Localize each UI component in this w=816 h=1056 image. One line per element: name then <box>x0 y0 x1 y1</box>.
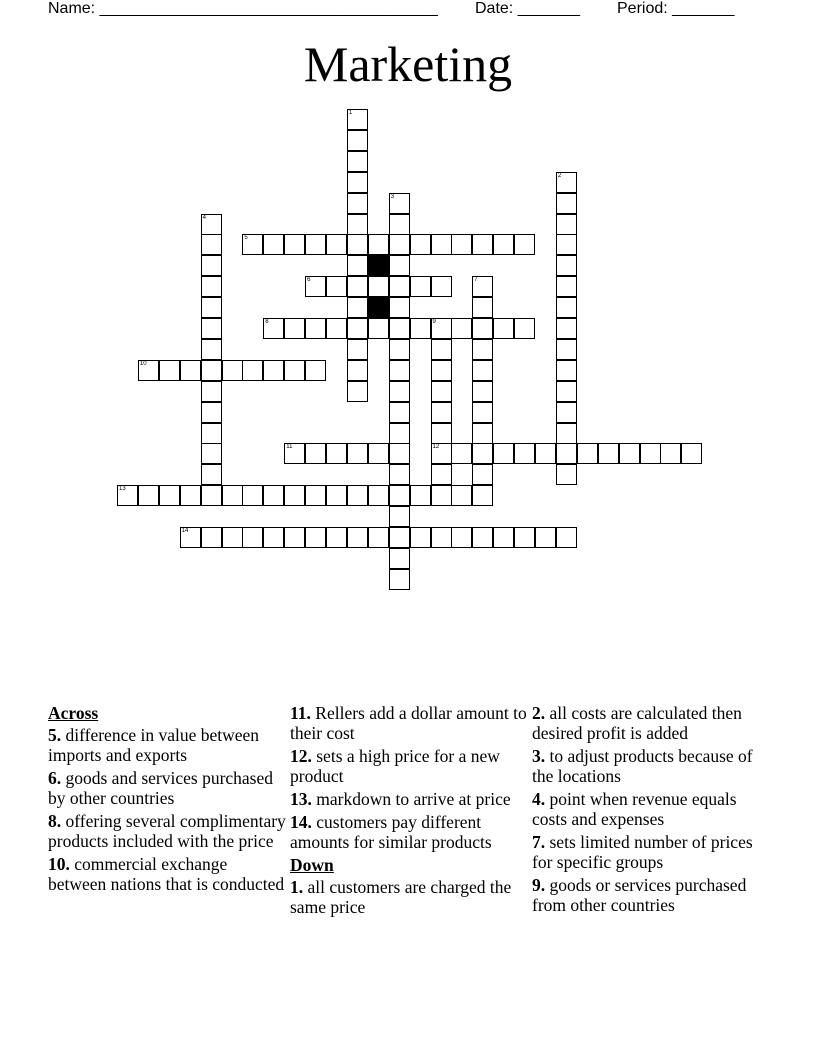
grid-cell[interactable] <box>389 276 410 297</box>
grid-cell[interactable] <box>493 318 514 339</box>
grid-cell[interactable] <box>389 527 410 548</box>
grid-cell[interactable] <box>389 193 410 214</box>
page-title: Marketing <box>303 36 513 92</box>
grid-cell[interactable] <box>389 234 410 255</box>
grid-cell[interactable] <box>493 527 514 548</box>
grid-cell[interactable] <box>347 318 368 339</box>
grid-cell[interactable] <box>242 485 263 506</box>
grid-cell[interactable] <box>410 234 431 255</box>
grid-cell[interactable] <box>347 193 368 214</box>
grid-cell[interactable] <box>472 381 493 402</box>
grid-cell[interactable] <box>305 318 326 339</box>
grid-cell[interactable] <box>431 485 452 506</box>
grid-cell[interactable] <box>410 276 431 297</box>
clue-across-10: 10. commercial exchange between nations that is conducted <box>48 854 285 894</box>
grid-cell[interactable] <box>368 485 389 506</box>
grid-cell[interactable] <box>305 443 326 464</box>
grid-cell[interactable] <box>347 109 368 130</box>
grid-cell[interactable] <box>472 464 493 485</box>
grid-cell[interactable] <box>389 318 410 339</box>
grid-cell[interactable] <box>263 527 284 548</box>
clue-across-8: 8. offering several complimentary products included with the price <box>48 811 286 851</box>
grid-cell[interactable] <box>535 527 556 548</box>
cell-number: 14 <box>181 528 189 534</box>
grid-cell[interactable] <box>389 464 410 485</box>
grid-cell[interactable] <box>201 464 222 485</box>
cell-number: 1 <box>348 110 353 116</box>
grid-cell[interactable] <box>389 339 410 360</box>
grid-cell[interactable] <box>389 297 410 318</box>
grid-cell[interactable] <box>535 443 556 464</box>
grid-cell[interactable] <box>556 423 577 444</box>
grid-cell[interactable] <box>514 318 535 339</box>
grid-cell[interactable] <box>410 318 431 339</box>
grid-cell[interactable] <box>389 506 410 527</box>
clue-across-13: 13. markdown to arrive at price <box>290 789 511 809</box>
clue-across-6: 6. goods and services purchased by other countries <box>48 768 274 808</box>
grid-cell[interactable] <box>201 234 222 255</box>
grid-cell[interactable] <box>347 151 368 172</box>
grid-cell[interactable] <box>305 276 326 297</box>
grid-cell[interactable] <box>347 339 368 360</box>
grid-cell[interactable] <box>431 360 452 381</box>
grid-cell[interactable] <box>222 485 243 506</box>
grid-cell[interactable] <box>556 297 577 318</box>
grid-cell[interactable] <box>326 443 347 464</box>
across-heading: Across <box>48 703 99 723</box>
grid-cell[interactable] <box>514 234 535 255</box>
grid-cell[interactable] <box>347 297 368 318</box>
grid-cell[interactable] <box>389 548 410 569</box>
grid-cell[interactable] <box>201 360 222 381</box>
grid-cell[interactable] <box>201 214 222 235</box>
grid-cell[interactable] <box>305 360 326 381</box>
grid-cell[interactable] <box>389 485 410 506</box>
grid-cell[interactable] <box>431 527 452 548</box>
grid-cell[interactable] <box>201 527 222 548</box>
grid-cell[interactable] <box>431 464 452 485</box>
clue-across-5: 5. difference in value between imports and exports <box>48 725 260 765</box>
cell-number: 11 <box>286 444 293 451</box>
grid-cell[interactable] <box>347 443 368 464</box>
grid-cell[interactable] <box>284 360 305 381</box>
grid-cell[interactable] <box>201 276 222 297</box>
grid-cell[interactable] <box>472 318 493 339</box>
grid-cell[interactable] <box>431 443 452 464</box>
date-field: Date: _______ <box>475 0 580 17</box>
grid-cell[interactable] <box>201 297 222 318</box>
grid-cell[interactable] <box>556 402 577 423</box>
grid-cell[interactable] <box>451 234 472 255</box>
name-field: Name: ______________________________________ <box>48 0 438 17</box>
grid-cell[interactable] <box>472 443 493 464</box>
grid-cell[interactable] <box>201 443 222 464</box>
grid-cell[interactable] <box>556 193 577 214</box>
grid-cell[interactable] <box>347 172 368 193</box>
grid-cell[interactable] <box>472 402 493 423</box>
grid-cell[interactable] <box>138 485 159 506</box>
grid-cell[interactable] <box>159 360 180 381</box>
grid-cell[interactable] <box>159 485 180 506</box>
grid-cell[interactable] <box>201 255 222 276</box>
clue-column-2 <box>290 703 530 920</box>
grid-cell[interactable] <box>368 276 389 297</box>
period-field: Period: _______ <box>617 0 735 17</box>
grid-cell[interactable] <box>326 318 347 339</box>
grid-cell[interactable] <box>556 360 577 381</box>
grid-cell[interactable] <box>556 464 577 485</box>
grid-cell[interactable] <box>472 423 493 444</box>
cell-number: 6 <box>307 277 311 284</box>
black-cell <box>368 255 389 276</box>
grid-cell[interactable] <box>598 443 619 464</box>
grid-cell[interactable] <box>326 234 347 255</box>
grid-cell[interactable] <box>347 485 368 506</box>
grid-cell[interactable] <box>556 234 577 255</box>
cell-number: 3 <box>390 193 395 200</box>
grid-cell[interactable] <box>451 527 472 548</box>
grid-cell[interactable] <box>138 360 159 381</box>
grid-cell[interactable] <box>556 255 577 276</box>
grid-cell[interactable] <box>347 360 368 381</box>
grid-cell[interactable] <box>347 214 368 235</box>
grid-cell[interactable] <box>619 443 640 464</box>
grid-cell[interactable] <box>389 214 410 235</box>
grid-cell[interactable] <box>117 485 138 506</box>
grid-cell[interactable] <box>347 130 368 151</box>
cell-number: 4 <box>202 214 206 221</box>
grid-cell[interactable] <box>305 527 326 548</box>
cell-number: 10 <box>139 360 147 367</box>
grid-cell[interactable] <box>389 423 410 444</box>
grid-cell[interactable] <box>201 402 222 423</box>
clue-down-7: 7. sets limited number of prices for specific groups <box>532 832 753 872</box>
grid-cell[interactable] <box>431 339 452 360</box>
grid-cell[interactable] <box>180 485 201 506</box>
cell-number: 8 <box>265 319 269 325</box>
grid-cell[interactable] <box>556 381 577 402</box>
grid-cell[interactable] <box>493 234 514 255</box>
grid-cell[interactable] <box>389 255 410 276</box>
grid-cell[interactable] <box>201 381 222 402</box>
cell-number: 2 <box>557 172 562 179</box>
grid-cell[interactable] <box>263 318 284 339</box>
grid-cell[interactable] <box>556 443 577 464</box>
grid-cell[interactable] <box>326 527 347 548</box>
cell-number: 13 <box>119 486 126 493</box>
grid-cell[interactable] <box>556 276 577 297</box>
grid-cell[interactable] <box>451 485 472 506</box>
clue-down-2: 2. all costs are calculated then desired profit is added <box>532 703 742 743</box>
grid-cell[interactable] <box>556 339 577 360</box>
grid-cell[interactable] <box>451 318 472 339</box>
grid-cell[interactable] <box>284 527 305 548</box>
grid-cell[interactable] <box>305 485 326 506</box>
grid-cell[interactable] <box>556 527 577 548</box>
grid-cell[interactable] <box>368 318 389 339</box>
grid-cell[interactable] <box>514 527 535 548</box>
grid-cell[interactable] <box>389 443 410 464</box>
grid-cell[interactable] <box>201 318 222 339</box>
grid-cell[interactable] <box>326 276 347 297</box>
grid-cell[interactable] <box>389 569 410 590</box>
cell-number: 9 <box>432 319 436 325</box>
grid-cell[interactable] <box>556 214 577 235</box>
grid-cell[interactable] <box>472 234 493 255</box>
grid-cell[interactable] <box>660 443 681 464</box>
grid-cell[interactable] <box>201 485 222 506</box>
grid-cell[interactable] <box>284 318 305 339</box>
grid-cell[interactable] <box>222 527 243 548</box>
clue-column-3 <box>532 703 772 918</box>
clue-down-1: 1. all customers are charged the same price <box>290 877 512 917</box>
grid-cell[interactable] <box>556 318 577 339</box>
grid-cell[interactable] <box>472 360 493 381</box>
cell-number: 5 <box>244 235 248 242</box>
grid-cell[interactable] <box>431 381 452 402</box>
clue-column-1 <box>48 703 288 897</box>
grid-cell[interactable] <box>263 234 284 255</box>
grid-cell[interactable] <box>368 443 389 464</box>
grid-cell[interactable] <box>472 527 493 548</box>
grid-cell[interactable] <box>180 527 201 548</box>
clue-across-12: 12. sets a high price for a new product <box>290 746 500 786</box>
grid-cell[interactable] <box>681 443 702 464</box>
grid-cell[interactable] <box>284 443 305 464</box>
grid-cell[interactable] <box>410 527 431 548</box>
grid-cell[interactable] <box>347 276 368 297</box>
grid-cell[interactable] <box>368 527 389 548</box>
grid-cell[interactable] <box>201 339 222 360</box>
clue-down-3: 3. to adjust products because of the locations <box>532 746 753 786</box>
grid-cell[interactable] <box>431 276 452 297</box>
black-cell <box>368 297 389 318</box>
grid-cell[interactable] <box>347 381 368 402</box>
grid-cell[interactable] <box>389 402 410 423</box>
grid-cell[interactable] <box>222 360 243 381</box>
grid-cell[interactable] <box>640 443 661 464</box>
down-heading: Down <box>290 855 334 875</box>
cell-number: 12 <box>432 444 440 451</box>
grid-cell[interactable] <box>347 234 368 255</box>
grid-cell[interactable] <box>180 360 201 381</box>
grid-cell[interactable] <box>493 443 514 464</box>
grid-cell[interactable] <box>389 360 410 381</box>
grid-cell[interactable] <box>242 234 263 255</box>
grid-cell[interactable] <box>347 255 368 276</box>
grid-cell[interactable] <box>472 339 493 360</box>
clue-down-9: 9. goods or services purchased from other countries <box>532 875 747 915</box>
grid-cell[interactable] <box>263 360 284 381</box>
grid-cell[interactable] <box>263 485 284 506</box>
grid-cell[interactable] <box>577 443 598 464</box>
grid-cell[interactable] <box>201 423 222 444</box>
grid-cell[interactable] <box>305 234 326 255</box>
grid-cell[interactable] <box>431 234 452 255</box>
grid-cell[interactable] <box>410 485 431 506</box>
grid-cell[interactable] <box>284 234 305 255</box>
grid-cell[interactable] <box>347 527 368 548</box>
clue-down-4: 4. point when revenue equals costs and expenses <box>532 789 737 829</box>
grid-cell[interactable] <box>242 360 263 381</box>
cell-number: 7 <box>474 277 478 284</box>
grid-cell[interactable] <box>472 297 493 318</box>
grid-cell[interactable] <box>451 443 472 464</box>
grid-cell[interactable] <box>431 423 452 444</box>
grid-cell[interactable] <box>472 276 493 297</box>
clue-across-14: 14. customers pay different amounts for similar products <box>290 812 492 852</box>
grid-cell[interactable] <box>368 234 389 255</box>
grid-cell[interactable] <box>556 172 577 193</box>
grid-cell[interactable] <box>431 318 452 339</box>
grid-cell[interactable] <box>389 381 410 402</box>
grid-cell[interactable] <box>326 485 347 506</box>
clue-across-11: 11. Rellers add a dollar amount to their cost <box>290 703 527 743</box>
grid-cell[interactable] <box>514 443 535 464</box>
grid-cell[interactable] <box>284 485 305 506</box>
grid-cell[interactable] <box>431 402 452 423</box>
grid-cell[interactable] <box>472 485 493 506</box>
grid-cell[interactable] <box>242 527 263 548</box>
